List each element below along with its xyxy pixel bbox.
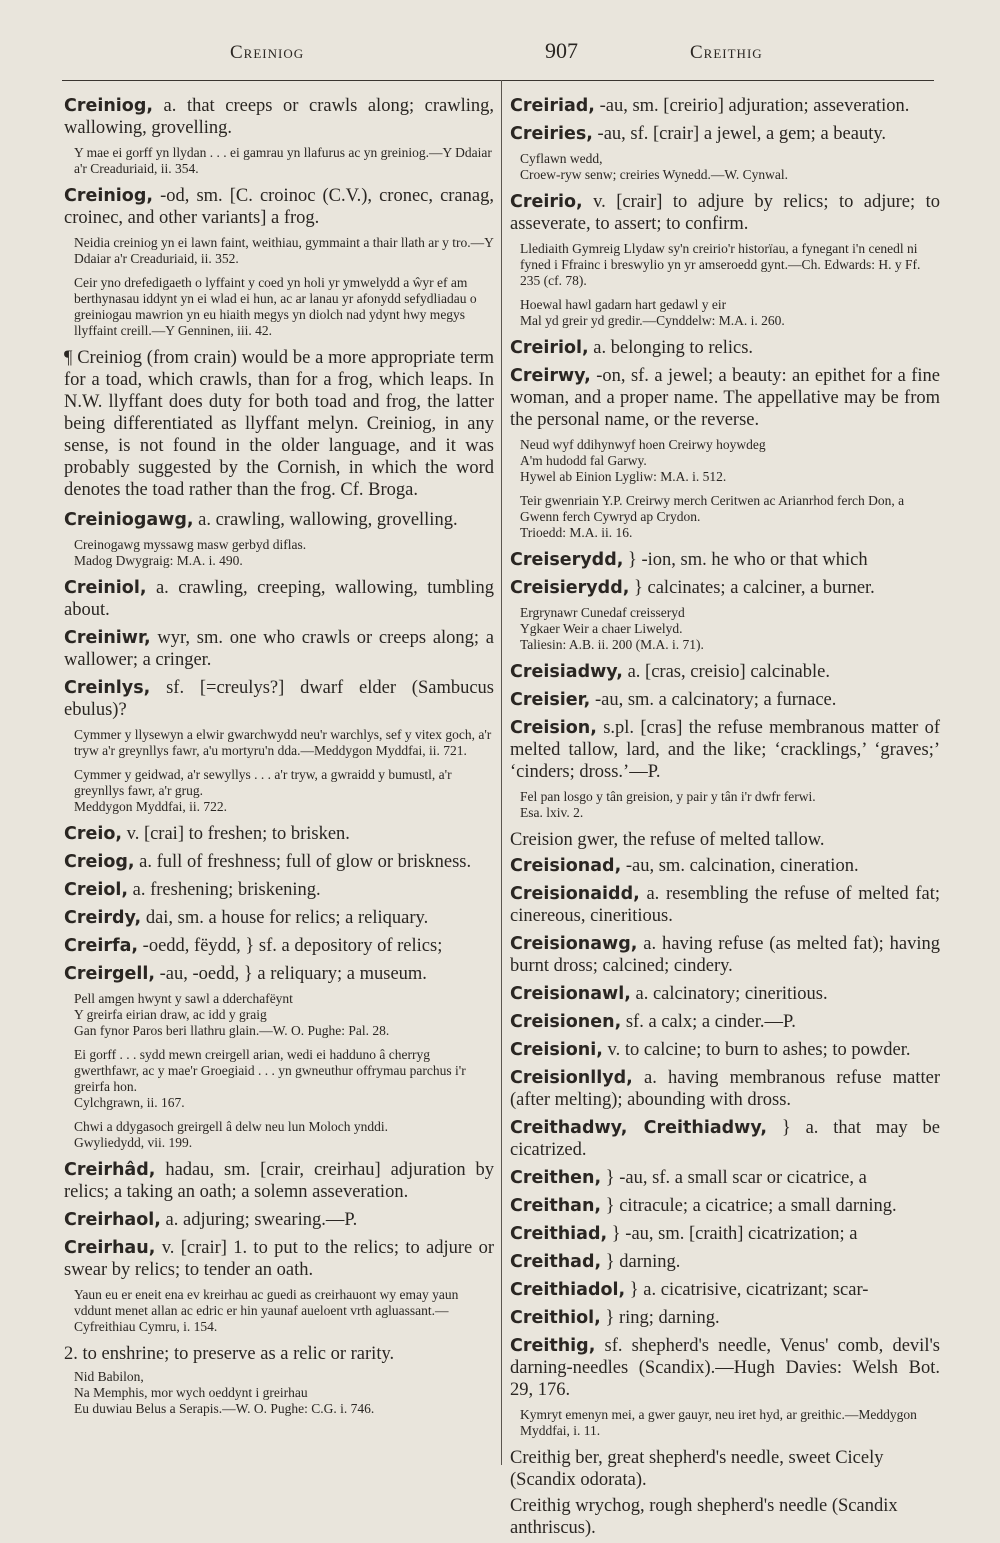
citation-quote: Neud wyf ddihynwyf hoen Creirwy hoywdeg A'm hudodd fal Garwy. Hywel ab Einion Lygliw: M.A. i. 512. (520, 437, 766, 484)
citation-quote: Cyflawn wedd, Croew-ryw senw; creiries Wynedd.—W. Cynwal. (520, 151, 789, 182)
entry-headword: Creiserydd, (510, 550, 624, 570)
entry-headword: Creisionad, (510, 856, 622, 876)
entry-headword: Creirhaol, (64, 1210, 161, 1230)
dictionary-entry (64, 963, 494, 985)
right-column (510, 95, 940, 1543)
dictionary-entry (64, 851, 494, 873)
entry-definition: -au, sf. [crair] a jewel, a gem; a beauty. (592, 124, 887, 144)
entry-headword: Creisierydd, (510, 578, 630, 598)
entry-definition: -on, sf. a jewel; a beauty: an epithet for a fine woman, and a proper name. The appellative may be from the personal name, or the reverse. (510, 366, 940, 430)
entry-definition: -au, -oedd, } a reliquary; a museum. (155, 964, 427, 984)
citation-quote: Ei gorff . . . sydd mewn creirgell arian, wedi ei hadduno â cherryg gwerthfawr, ac y mae'r Groegiaid . . . yn gwneuthur offrymau parchus i'r greirfa hon. Cylchgrawn, ii. 167. (74, 1047, 466, 1110)
dictionary-entry (64, 1159, 494, 1203)
citation-quote: Y mae ei gorff yn llydan . . . ei gamrau yn llafurus ac yn greiniog.—Y Ddaiar a'r Creaduriaid, ii. 354. (74, 145, 492, 176)
dictionary-entry (64, 1237, 494, 1281)
entry-headword: Creisiadwy, (510, 662, 623, 682)
citation-quote: Yaun eu er eneit ena ev kreirhau ac guedi as creirhauont wy emay yaun vddunt menet allan ac edric er hin yaunaf aueloent vrth agluassant.—Cyfreithiau Cymru, i. 154. (74, 1287, 459, 1334)
dictionary-entry (510, 883, 940, 927)
citation-quote: Chwi a ddygasoch greirgell â delw neu lun Moloch ynddi. Gwyliedydd, vii. 199. (74, 1119, 388, 1150)
entry-definition: -au, sm. [creirio] adjuration; asseveration. (594, 96, 910, 116)
entry-definition: -oedd, fëydd, } sf. a depository of relics; (138, 936, 443, 956)
page-number: 907 (545, 38, 578, 63)
entry-definition: v. [crair] 1. to put to the relics; to adjure or swear by relics; to tender an oath. (64, 1238, 494, 1280)
dictionary-entry (64, 627, 494, 671)
entry-definition: sf. a calx; a cinder.—P. (621, 1012, 796, 1032)
column-divider (501, 80, 502, 1465)
citation-quote: Ceir yno drefedigaeth o lyffaint y coed yn holi yr ymwelydd a ŵyr ef am berthynasau iddynt yn ei wlad ei hun, ac ar lanau yr afonydd sefydliadau o greiniogau mawrion yn eu hiaith megys yn diolch nad ydynt hwy megys llyffaint creill.—Y Genninen, iii. 42. (74, 275, 477, 338)
entry-headword: Creirgell, (64, 964, 156, 984)
entry-headword: Creithadwy, Creithiadwy, (510, 1118, 768, 1138)
sub-entry: 2. to enshrine; to preserve as a relic or rarity. (64, 1344, 395, 1364)
entry-headword: Creiog, (64, 852, 135, 872)
entry-definition: -au, sm. a calcinatory; a furnace. (590, 690, 837, 710)
entry-headword: Creiriol, (510, 338, 589, 358)
dictionary-entry (510, 123, 940, 145)
entry-definition: } ring; darning. (600, 1308, 720, 1328)
entry-definition: hadau, sm. [crair, creirhau] adjuration by relics; a taking an oath; a solemn asseveration. (64, 1160, 494, 1202)
entry-headword: Creithad, (510, 1252, 602, 1272)
entry-definition: a. adjuring; swearing.—P. (160, 1210, 358, 1230)
dictionary-entry (510, 191, 940, 235)
entry-definition: a. freshening; briskening. (128, 880, 321, 900)
entry-definition: } calcinates; a calciner, a burner. (629, 578, 875, 598)
entry-headword: Creiol, (64, 880, 129, 900)
entry-headword: Creithiadol, (510, 1280, 626, 1300)
entry-headword: Creirhau, (64, 1238, 156, 1258)
citation-quote: Pell amgen hwynt y sawl a dderchafëynt Y greirfa eirian draw, ac idd y graig Gan fynor Paros beri llathru glain.—W. O. Pughe: Pal. 28. (74, 991, 390, 1038)
citation-quote: Fel pan losgo y tân greision, y pair y tân i'r dwfr ferwi. Esa. lxiv. 2. (520, 789, 816, 820)
dictionary-entry (510, 337, 940, 359)
entry-definition: v. to calcine; to burn to ashes; to powder. (602, 1040, 911, 1060)
entry-headword: Creisionllyd, (510, 1068, 633, 1088)
entry-definition: v. [crair] to adjure by relics; to adjure; to asseverate, to assert; to confirm. (510, 192, 940, 234)
dictionary-entry (510, 1279, 940, 1301)
entry-headword: Creisioni, (510, 1040, 603, 1060)
entry-headword: Creiniogawg, (64, 510, 194, 530)
running-header (60, 38, 940, 72)
dictionary-entry (64, 577, 494, 621)
entry-headword: Creisier, (510, 690, 591, 710)
dictionary-entry (510, 577, 940, 599)
entry-definition: -od, sm. [C. croinoc (C.V.), cronec, cranag, croinec, and other variants] a frog. (64, 186, 494, 228)
entry-definition: } a. that may be cicatrized. (510, 1118, 940, 1160)
entry-definition: wyr, sm. one who crawls or creeps along; a wallower; a cringer. (64, 628, 494, 670)
dictionary-entry (64, 823, 494, 845)
dictionary-entry (510, 1223, 940, 1245)
usage-note: ¶ Creiniog (from crain) would be a more appropriate term for a toad, which crawls, than for a frog, which leaps. In N.W. llyffant does duty for both toad and frog, the latter being differentiated as llyffant melyn. Creiniog, in any sense, is not found in the older language, and it was probably suggested by the Cornish, in which the word denotes the toad rather than the frog. Cf. Broga. (64, 348, 494, 500)
entry-headword: Creiriad, (510, 96, 595, 116)
dictionary-entry (510, 1039, 940, 1061)
header-rule (62, 80, 934, 81)
dictionary-entry (64, 935, 494, 957)
entry-definition: a. crawling, creeping, wallowing, tumbling about. (64, 578, 494, 620)
entry-definition: a. crawling, wallowing, grovelling. (193, 510, 458, 530)
dictionary-entry (510, 661, 940, 683)
sub-entry: Creithig wrychog, rough shepherd's needle (Scandix anthriscus). (510, 1496, 898, 1538)
dictionary-entry (64, 677, 494, 721)
entry-headword: Creirdy, (64, 908, 142, 928)
citation-quote: Kymryt emenyn mei, a gwer gauyr, neu iret hyd, ar greithic.—Meddygon Myddfai, i. 11. (520, 1407, 917, 1438)
entry-headword: Creision, (510, 718, 597, 738)
dictionary-entry (510, 1195, 940, 1217)
dictionary-entry (510, 1067, 940, 1111)
entry-definition: sf. shepherd's needle, Venus' comb, devil's darning-needles (Scandix).—Hugh Davies: Welsh Bot. 29, 176. (510, 1336, 940, 1400)
entry-definition: sf. [=creulys?] dwarf elder (Sambucus ebulus)? (64, 678, 494, 720)
citation-quote: Neidia creiniog yn ei lawn faint, weithiau, gymmaint a thair llath ar y tro.—Y Ddaiar a'r Creaduriaid, ii. 352. (74, 235, 494, 266)
entry-definition: a. full of freshness; full of glow or briskness. (134, 852, 472, 872)
entry-definition: } -ion, sm. he who or that which (623, 550, 868, 570)
entry-headword: Creithan, (510, 1196, 602, 1216)
entry-headword: Creiniwr, (64, 628, 151, 648)
header-right-guideword: Creithig (690, 42, 763, 63)
sub-entry: Creithig ber, great shepherd's needle, sweet Cicely (Scandix odorata). (510, 1448, 884, 1490)
dictionary-entry (510, 549, 940, 571)
dictionary-entry (510, 1251, 940, 1273)
dictionary-entry (64, 1209, 494, 1231)
entry-definition: s.pl. [cras] the refuse membranous matter of melted tallow, lard, and the like; ‘cracklings,’ ‘graves;’ ‘cinders; dross.’—P. (510, 718, 940, 782)
left-column (64, 95, 494, 1425)
dictionary-entry (510, 717, 940, 783)
dictionary-entry (64, 95, 494, 139)
dictionary-entry (64, 185, 494, 229)
dictionary-entry (510, 933, 940, 977)
citation-quote: Nid Babilon, Na Memphis, mor wych oeddynt i greirhau Eu duwiau Belus a Serapis.—W. O. Pughe: C.G. i. 746. (74, 1369, 375, 1416)
header-left-guideword: Creiniog (230, 42, 305, 63)
dictionary-entry (510, 689, 940, 711)
citation-quote: Creinogawg myssawg masw gerbyd diflas. Madog Dwygraig: M.A. i. 490. (74, 537, 307, 568)
entry-headword: Creithiol, (510, 1308, 601, 1328)
entry-definition: v. [crai] to freshen; to brisken. (122, 824, 350, 844)
entry-headword: Creiniol, (64, 578, 147, 598)
entry-headword: Creisionawg, (510, 934, 638, 954)
entry-headword: Creirfa, (64, 936, 139, 956)
entry-headword: Creithig, (510, 1336, 596, 1356)
entry-headword: Creiniog, (64, 186, 153, 206)
entry-definition: -au, sm. calcination, cineration. (621, 856, 859, 876)
entry-headword: Creisionawl, (510, 984, 631, 1004)
entry-headword: Creirhâd, (64, 1160, 156, 1180)
dictionary-entry (64, 509, 494, 531)
entry-definition: a. having membranous refuse matter (after melting); abounding with dross. (510, 1068, 940, 1110)
entry-definition: } citracule; a cicatrice; a small darning. (601, 1196, 897, 1216)
dictionary-entry (510, 1167, 940, 1189)
entry-definition: } darning. (601, 1252, 681, 1272)
dictionary-entry (510, 95, 940, 117)
citation-quote: Teir gwenriain Y.P. Creirwy merch Ceritwen ac Arianrhod ferch Don, a Gwenn ferch Cywryd ap Crydon. Trioedd: M.A. ii. 16. (520, 493, 905, 540)
dictionary-entry (510, 1307, 940, 1329)
citation-quote: Cymmer y geidwad, a'r sewyllys . . . a'r tryw, a gwraidd y bumustl, a'r greynllys fawr, a'r grug. Meddygon Myddfai, ii. 722. (74, 767, 452, 814)
entry-headword: Creisionaidd, (510, 884, 640, 904)
entry-definition: } -au, sf. a small scar or cicatrice, a (601, 1168, 867, 1188)
dictionary-entry (510, 1011, 940, 1033)
entry-definition: a. that creeps or crawls along; crawling, wallowing, grovelling. (64, 96, 494, 138)
dictionary-entry (64, 907, 494, 929)
dictionary-entry (510, 983, 940, 1005)
citation-quote: Hoewal hawl gadarn hart gedawl y eir Mal yd greir yd gredir.—Cynddelw: M.A. i. 260. (520, 297, 785, 328)
entry-headword: Creithiad, (510, 1224, 608, 1244)
entry-headword: Creisionen, (510, 1012, 622, 1032)
sub-entry: Creision gwer, the refuse of melted tallow. (510, 830, 825, 850)
entry-headword: Creiniog, (64, 96, 153, 116)
entry-headword: Creiries, (510, 124, 593, 144)
entry-definition: a. calcinatory; cineritious. (630, 984, 828, 1004)
entry-definition: dai, sm. a house for relics; a reliquary. (141, 908, 429, 928)
entry-headword: Creirio, (510, 192, 583, 212)
entry-headword: Creirwy, (510, 366, 591, 386)
entry-definition: } -au, sm. [craith] cicatrization; a (607, 1224, 858, 1244)
entry-definition: a. belonging to relics. (588, 338, 754, 358)
entry-headword: Creinlys, (64, 678, 151, 698)
entry-definition: a. resembling the refuse of melted fat; cinereous, cineritious. (510, 884, 940, 926)
entry-definition: a. having refuse (as melted fat); having burnt dross; calcined; cindery. (510, 934, 940, 976)
entry-headword: Creio, (64, 824, 123, 844)
entry-definition: } a. cicatrisive, cicatrizant; scar- (625, 1280, 869, 1300)
dictionary-entry (510, 1335, 940, 1401)
citation-quote: Llediaith Gymreig Llydaw sy'n creirio'r historïau, a fynegant i'n cenedl ni fyned i Ffrainc i breswylio yn yr amseroedd gynt.—Ch. Edwards: H. y Ff. 235 (cf. 78). (520, 241, 921, 288)
entry-definition: a. [cras, creisio] calcinable. (622, 662, 830, 682)
dictionary-entry (510, 1117, 940, 1161)
citation-quote: Cymmer y llysewyn a elwir gwarchwydd neu'r warchlys, sef y vitex goch, a'r tryw a'r greynllys fawr, a'u mortyru'n dda.—Meddygon Myddfai, ii. 721. (74, 727, 492, 758)
dictionary-entry (64, 879, 494, 901)
citation-quote: Ergrynawr Cunedaf creisseryd Ygkaer Weir a chaer Liwelyd. Taliesin: A.B. ii. 200 (M.A. i. 71). (520, 605, 704, 652)
dictionary-entry (510, 365, 940, 431)
entry-headword: Creithen, (510, 1168, 602, 1188)
dictionary-entry (510, 855, 940, 877)
